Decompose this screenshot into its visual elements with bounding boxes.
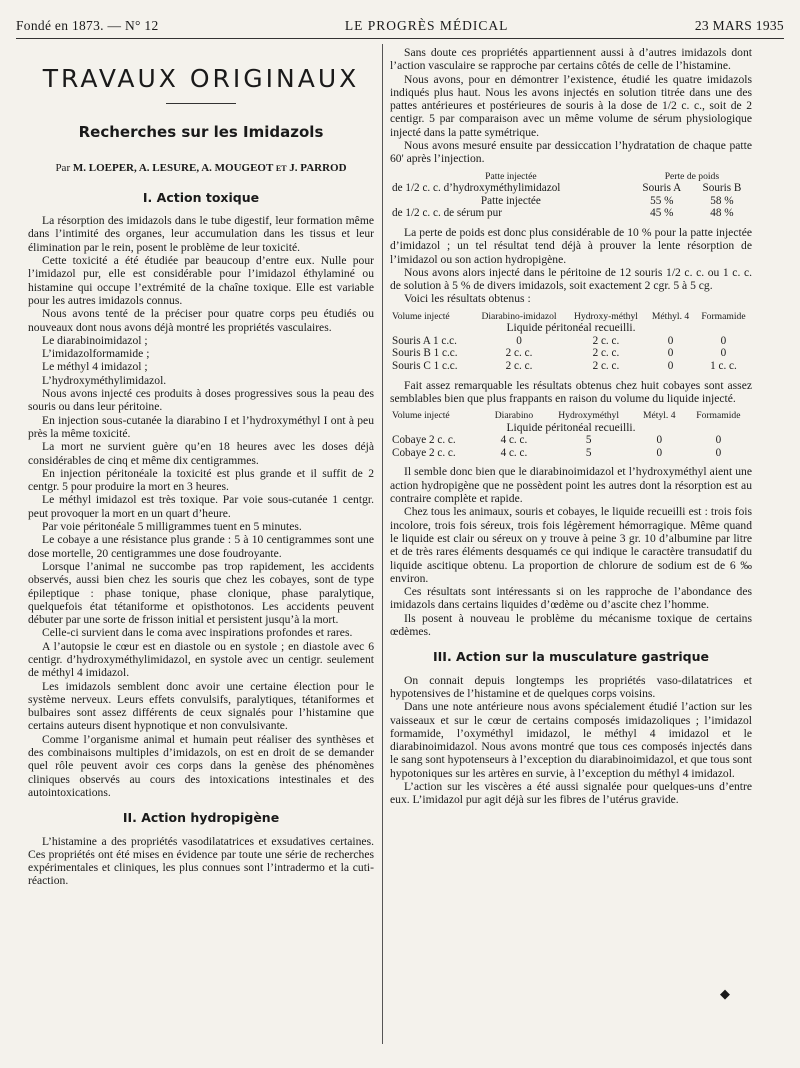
end-mark: ◆ [720,986,730,1001]
table-cell: 58 % [710,194,734,207]
table-cell: 55 % [650,194,674,207]
paragraph: L’histamine a des propriétés vasodilatatrices et exsudatives certaines. Ces propriétés ont été mises en évidence par toute une série de recherches expérimentales et cliniques, les plus connues sont l’intradermo et la cuti-réaction. [28,834,374,888]
byline-authors: M. LOEPER, A. LESURE, A. MOUGEOT et J. PARROD [72,161,347,174]
table-row [390,347,752,360]
table-cell: 4 c. c. [500,434,528,447]
table-cell: Souris A 1 c.c. [392,334,457,347]
table-cell: 2 c. c. [592,334,620,347]
table-cell: 0 [715,434,722,447]
list-item: Le diarabinoimidazol ; [42,333,148,347]
table-header: Méthyl. 4 [651,310,690,322]
table-cell: Souris B [702,182,742,195]
paragraph: Comme l’organisme animal et humain peut réaliser des synthèses et des combinaisons multiples d’imidazols, on est en droit de se demander quel rôle peuvent avoir ces corps dans la genèse des phénomènes cliniques observés au cours des intoxications intestinales et des autointoxications. [28,732,374,799]
table-cell: de 1/2 c. c. d’hydroxyméthylimidazol [392,182,561,195]
paragraph: Le méthyl imidazol est très toxique. Par voie sous-cutanée 1 centgr. peut provoquer la mort en un quart d’heure. [28,493,374,520]
paragraph: Sans doute ces propriétés appartiennent aussi à d’autres imidazols dont l’action vasculaire se rapproche par certains côtés de celle de l’histamine. [390,46,752,73]
table-cell: 0 [715,446,722,459]
paragraph: Par voie péritonéale 5 milligrammes tuent en 5 minutes. [42,520,302,534]
table-cell: 0 [720,334,727,347]
list-item: L’hydroxyméthylimidazol. [42,373,167,387]
mice-results-table [390,312,752,373]
paragraph: Il semble donc bien que le diarabinoimidazol et l’hydroxyméthyl aient une action hydropigène que ne possèdent point les autres dont la résorption est au contraire complète et rapide. [390,465,752,506]
paragraph: Ces résultats sont intéressants si on les rapproche de l’abondance des imidazols dans certains liquides d’œdème ou d’ascite chez l’homme. [390,585,752,612]
table-header: Métyl. 4 [643,410,676,422]
table-cell: Souris A [642,182,682,195]
table-cell: Souris C 1 c.c. [392,360,458,373]
paragraph: Nous avons, pour en démontrer l’existence, étudié les quatre imidazols indiqués plus haut. Nous les avons injectés en solution titrée dans une des pattes antérieures et postérieures de souris à la dose de 1/2 c. c., soit de 2 centigr. 5 par comparaison avec un même volume de sérum physiologique injecté dans la patte symétrique. [390,72,752,139]
table-cell: 0 [720,347,727,360]
paragraph: La mort ne survient guère qu’en 18 heures avec les doses déjà considérables de cinq et même dix centigrammes. [28,440,374,467]
paragraph: Lorsque l’animal ne succombe pas trop rapidement, les accidents observés, aussi bien chez les souris que chez les cobayes, sont de type épileptique : phase tonique, phase clonique, phase paralytique, quelquefois état tétaniforme et opisthotonos. Les accidents peuvent débuter par une sorte de frisson initial et persistent jusqu’à la mort. [28,559,374,627]
paragraph: L’action sur les viscères a été aussi signalée pour quelques-uns d’entre eux. L’imidazol pur agit déjà sur les fibres de l’utérus gravide. [390,780,752,807]
running-header [16,18,784,34]
byline-par: Par [55,161,71,174]
header-date: 23 MARS 1935 [694,18,784,33]
table-header: Hydroxy-méthyl [573,310,638,322]
list-item: L’imidazolformamide ; [42,347,150,361]
weight-loss-table [390,172,752,220]
table-caption: Liquide péritonéal recueilli. [506,420,636,434]
table-cell: 0 [667,360,674,373]
table-cell: 0 [656,434,663,447]
table-cell: 2 c. c. [592,360,620,373]
paragraph: Les imidazols semblent donc avoir une certaine élection pour le système nerveux. Leurs effets convulsifs, paralytiques, tétaniformes et bulbaires sont assez différents de ceux signalés pour l’histamine que certains auteurs disent hypnotique et non convulsivante. [28,679,374,733]
paragraph: Nous avons alors injecté dans le péritoine de 12 souris 1/2 c. c. ou 1 c. c. de solution à 5 % de divers imidazols, soit exactement 2 cgr. 5 à 5 cg. [390,265,752,293]
guinea-pig-results-table [390,411,752,459]
table-cell: 2 c. c. [505,360,533,373]
paragraph: La résorption des imidazols dans le tube digestif, leur formation même dans l’intimité des organes, leur accumulation dans les tissus et leur élimination par le rein, posent le problème de leur toxicité. [28,214,374,254]
table-header: Volume injecté [392,310,450,322]
paragraph: Voici les résultats obtenus : [404,292,531,306]
list-item: Le méthyl 4 imidazol ; [42,360,148,374]
right-column [390,46,752,807]
table-cell: Patte injectée [480,194,541,207]
table-row [390,434,752,447]
article-title: Recherches sur les Imidazols [78,123,324,142]
table-cell: 0 [656,446,663,459]
table-row [390,447,752,460]
column-divider [382,44,383,1044]
left-column [28,46,374,888]
paragraph: On connait depuis longtemps les propriétés vaso-dilatatrices et hypotensives de l’histamine et de quelques corps voisins. [390,673,752,700]
paragraph: Chez tous les animaux, souris et cobayes, le liquide recueilli est : trois fois incolore, trois fois séreux, trois fois légèrement hémorragique. Même quand le liquide est clair ou séreux on y trouve à peine 3 gr. 10 d’albumine par litre et de très rares éléments desquamés ce qui indique le caractère transudatif du liquide ascitique obtenu. La proportion de chlorure de sodium est de 6 ‰ environ. [390,505,752,585]
table-header: Hydroxyméthyl [558,410,620,422]
title-rule [166,103,236,104]
section-2-title: II. Action hydropigène [122,810,280,826]
table-header: Diarabino-imidazol [481,310,557,322]
paragraph: En injection sous-cutanée la diarabino I et l’hydroxyméthyl I ont à peu près la même toxicité. [28,413,374,440]
table-cell: Souris B 1 c.c. [392,347,458,360]
table-cell: 45 % [650,207,674,220]
byline [28,162,374,175]
table-header: Diarabino [494,410,534,422]
paragraph: Celle-ci survient dans le coma avec inspirations profondes et rares. [42,626,353,640]
table-header: Perte de poids [664,170,720,182]
table-cell: de 1/2 c. c. de sérum pur [392,207,502,220]
section-heading: TRAVAUX ORIGINAUX [42,64,360,93]
paragraph: Ils posent à nouveau le problème du mécanisme toxique de certains œdèmes. [390,611,752,639]
paragraph: Nous avons injecté ces produits à doses progressives sous la peau des souris ou dans leur péritoine. [28,387,374,414]
table-header: Volume injecté [392,410,450,422]
table-cell: 1 c. c. [710,360,737,373]
section-3-title: III. Action sur la musculature gastrique [433,649,709,665]
paragraph: Le cobaye a une résistance plus grande : 5 à 10 centigrammes sont une dose mortelle, 20 centigrammes une dose foudroyante. [28,533,374,560]
paragraph: La perte de poids est donc plus considérable de 10 % pour la patte injectée d’imidazol ; un tel résultat tend déjà à prouver la lente résorption de l’imidazol ou son action hydropigène. [390,225,752,266]
compound-list [28,334,374,387]
table-cell: Cobaye 2 c. c. [392,446,456,459]
section-1-title: I. Action toxique [142,189,260,205]
table-cell: 5 [585,434,592,447]
table-cell: 2 c. c. [505,347,533,360]
paragraph: A l’autopsie le cœur est en diastole ou en systole ; en diastole avec 6 centigr. d’hydroxyméthylimidazol, en systole avec un centigr. seulement de méthyl 4 imidazol. [28,639,374,680]
table-header: Patte injectée [485,170,537,182]
table-cell: 5 [585,446,592,459]
header-rule [16,38,784,39]
table-row [390,335,752,348]
paragraph: Cette toxicité a été étudiée par beaucoup d’entre eux. Nulle pour l’imidazol pur, elle est considérable pour l’imidazol éthylaminé ou histamine qui occupe l’extrémité de la chaîne toxique. Elle est variable pour les autres imidazols connus. [28,254,374,307]
table-cell: 48 % [710,207,734,220]
table-header: Formamide [701,310,746,322]
paragraph: Dans une note antérieure nous avons spécialement étudié l’action sur les vaisseaux et sur le cœur de certains composés imidazoliques ; l’imidazol formamide, l’oxyméthyl imidazol, le méthyl 4 imidazol et le diarabinoimidazol. Nous avons montré que tous ces composés injectés dans le sang sont hypotenseurs à l’exception du diarabinoimidazol, et que tous sont hypotoniques sur les artères en survie, à l’exception du méthyl 4 imidazol. [390,700,752,780]
table-header: Formamide [696,410,741,422]
table-cell: 4 c. c. [500,446,528,459]
table-caption: Liquide péritonéal recueilli. [506,321,636,335]
table-cell: Cobaye 2 c. c. [392,434,456,447]
paragraph: Fait assez remarquable les résultats obtenus chez huit cobayes sont assez semblables bien que plus frappants en raison du volume du liquide injecté. [390,378,752,405]
table-row [390,360,752,373]
paragraph: Nous avons mesuré ensuite par dessiccation l’hydratation de chaque patte 60' après l’injection. [390,139,752,166]
journal-name: LE PROGRÈS MÉDICAL [344,18,509,33]
table-cell: 2 c. c. [592,347,620,360]
table-cell: 0 [516,334,522,347]
paragraph: En injection péritonéale la toxicité est plus grande et il suffit de 2 centgr. 5 pour produire la mort en 3 heures. [28,466,374,494]
header-founded: Fondé en 1873. — N° 12 [16,18,159,33]
table-cell: 0 [667,347,674,360]
paragraph: Nous avons tenté de la préciser pour quatre corps peu étudiés ou nouveaux dont nous avons déjà montré les propriétés vasculaires. [28,307,374,334]
table-cell: 0 [667,334,674,347]
